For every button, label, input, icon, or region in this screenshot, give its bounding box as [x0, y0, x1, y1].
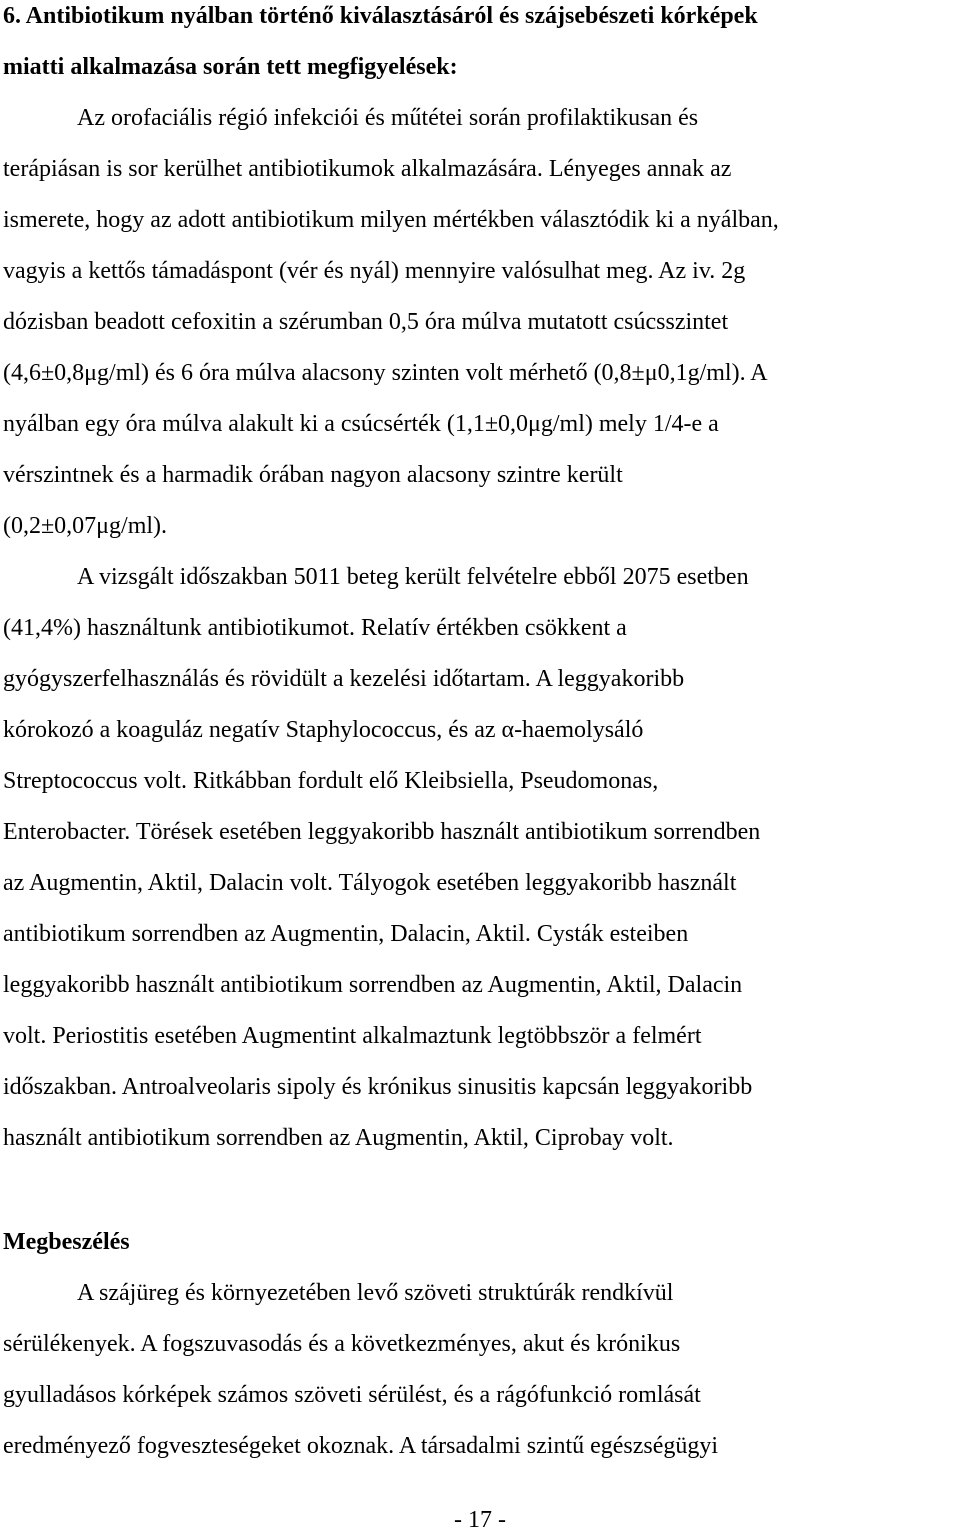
- paragraph-line: Enterobacter. Törések esetében leggyakoribb használt antibiotikum sorrendben: [3, 819, 761, 845]
- paragraph-line: ismerete, hogy az adott antibiotikum milyen mértékben választódik ki a nyálban,: [3, 207, 779, 233]
- paragraph-line: vagyis a kettős támadáspont (vér és nyál) mennyire valósulhat meg. Az iv. 2g: [3, 258, 746, 284]
- section-title-line-1: 6. Antibiotikum nyálban történő kiválasztásáról és szájsebészeti kórképek: [3, 3, 758, 29]
- paragraph-line: vérszintnek és a harmadik órában nagyon alacsony szintre került: [3, 462, 623, 488]
- paragraph-line: (4,6±0,8μg/ml) és 6 óra múlva alacsony szinten volt mérhető (0,8±μ0,1g/ml). A: [3, 360, 768, 386]
- paragraph-line: Az orofaciális régió infekciói és műtétei során profilaktikusan és: [77, 105, 699, 131]
- paragraph-line: használt antibiotikum sorrendben az Augmentin, Aktil, Ciprobay volt.: [3, 1125, 674, 1151]
- paragraph-line: leggyakoribb használt antibiotikum sorrendben az Augmentin, Aktil, Dalacin: [3, 972, 743, 998]
- paragraph-line: A vizsgált időszakban 5011 beteg került felvételre ebből 2075 esetben: [77, 564, 749, 590]
- paragraph-line: (0,2±0,07μg/ml).: [3, 513, 168, 539]
- paragraph-line: eredményező fogveszteségeket okoznak. A társadalmi szintű egészségügyi: [3, 1433, 719, 1459]
- paragraph-line: időszakban. Antroalveolaris sipoly és krónikus sinusitis kapcsán leggyakoribb: [3, 1074, 753, 1100]
- paragraph-line: kórokozó a koaguláz negatív Staphylococcus, és az α-haemolysáló: [3, 717, 644, 743]
- paragraph-line: volt. Periostitis esetében Augmentint alkalmaztunk legtöbbször a felmért: [3, 1023, 702, 1049]
- paragraph-line: (41,4%) használtunk antibiotikumot. Relatív értékben csökkent a: [3, 615, 627, 641]
- paragraph-line: terápiásan is sor kerülhet antibiotikumok alkalmazására. Lényeges annak az: [3, 156, 732, 182]
- section-title-line-2: miatti alkalmazása során tett megfigyelések:: [3, 54, 458, 80]
- paragraph-line: az Augmentin, Aktil, Dalacin volt. Tályogok esetében leggyakoribb használt: [3, 870, 737, 896]
- paragraph-line: gyógyszerfelhasználás és rövidült a kezelési időtartam. A leggyakoribb: [3, 666, 685, 692]
- paragraph-line: antibiotikum sorrendben az Augmentin, Dalacin, Aktil. Cysták esteiben: [3, 921, 689, 947]
- paragraph-line: dózisban beadott cefoxitin a szérumban 0,5 óra múlva mutatott csúcsszintet: [3, 309, 729, 335]
- paragraph-line: nyálban egy óra múlva alakult ki a csúcsérték (1,1±0,0μg/ml) mely 1/4-e a: [3, 411, 719, 437]
- paragraph-line: Streptococcus volt. Ritkábban fordult elő Kleibsiella, Pseudomonas,: [3, 768, 659, 794]
- paragraph-line: A szájüreg és környezetében levő szöveti struktúrák rendkívül: [77, 1280, 674, 1306]
- discussion-heading: Megbeszélés: [3, 1229, 130, 1255]
- paragraph-line: gyulladásos kórképek számos szöveti sérülést, és a rágófunkció romlását: [3, 1382, 701, 1408]
- page-number: - 17 -: [454, 1507, 506, 1533]
- paragraph-line: sérülékenyek. A fogszuvasodás és a következményes, akut és krónikus: [3, 1331, 681, 1357]
